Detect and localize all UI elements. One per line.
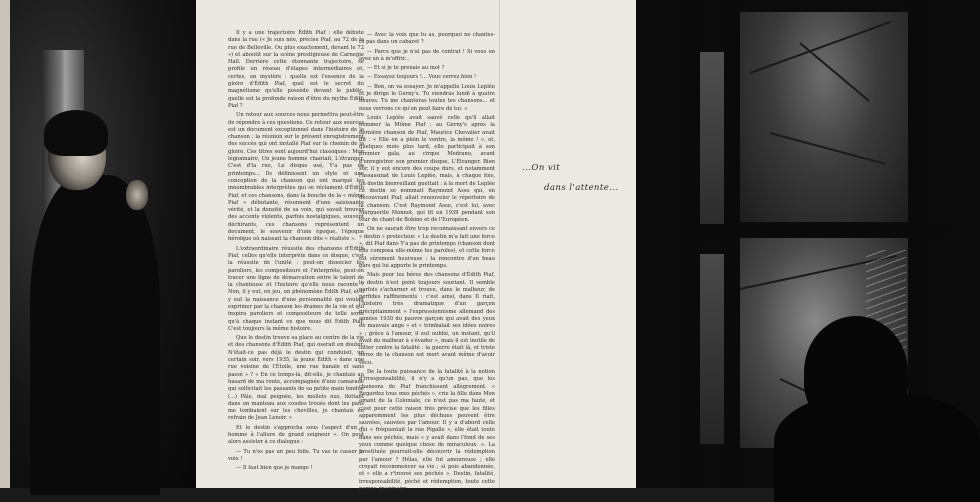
paragraph: — Avec la voix que tu as, pourquoi ne chantes-tu pas dans un cabaret ? (359, 32, 495, 46)
paragraph: — Tu n'es pas un peu folle. Tu vas te casser la voix ! (228, 448, 364, 462)
caption-page (500, 0, 636, 488)
singer-silhouette (30, 175, 160, 495)
window-night-photo (636, 0, 980, 488)
singer-portrait-photo (0, 0, 196, 488)
window-frame (686, 224, 946, 238)
paragraph: Un retour aux sources nous permettra peut-être de répondre à ces questions. Ce retour aux sources est un document exceptionnel dans l'histoire de la chanson : la réunion sur le présent enregistrement des succès qui ont installé Piaf sur le chemin de la gloire. Ces titres sont aujourd'hui classiques : Mon légionnaire, Un jeune homme chantait, L'étranger, C'est d'la rue, Le disque usé, Y'a pas de printemps... Ils définissent un style et une conception de la chanson qui ont marqué les innombrables interprètes qui se réclament d'Édith Piaf, et ces chansons, dans la bouche de la « môme Piaf » débutante, résonnent d'une saisissante vérité, et la densité de sa voix, qui savait trouver des accents violents, parfois nostalgiques, souvent déchirants, ces chansons représentent un document, le souvenir d'une époque, l'époque héroïque où naissait la chanson dite « réaliste ». (228, 112, 364, 243)
tree-branch (750, 21, 892, 74)
text-page (196, 0, 500, 492)
paragraph: Mais pour les héros des chansons d'Édith Piaf, le destin n'est point toujours souriant. Il semble parfois s'acharner et trouve, dans le malheur, de perfides raffinements : c'est ainsi, dans Il riait, l'histoire très dramatique d'un garçon précipitamment « l'expressionnisme allemand des années 1930 du pauvre garçon qui avait des yeux de mauvais ange » et « trimbalait ses idées noires » ; grâce à l'amour, il eut oublié, un instant, qu'il avait du malheur à s'évader », mais il est inutile de lutter contre la fatalité : la guerre était là, et triste héros de la chanson est mort avant même d'avoir vécu. (359, 272, 495, 366)
paragraph: Louis Leplée avait sauvé celle qu'il allait nommer la Môme Piaf ; au Gerny's après la dernière chanson de Piaf, Maurice Chevalier avait dit : « Elle en a plein le ventre, la môme ! », et, quelques mois plus tard, elle participait à son premier gala, au cirque Medrano, avant d'enregistrer son premier disque, L'Étranger. Bien sûr, il y eut encore des coups durs, et notamment l'assassinat de Louis Leplée, mais, à chaque fois, un destin bienveillant guettait : à la mort de Leplée ce destin se nommait Raymond Asso qui, en découvrant Piaf, allait renouveler le répertoire de la chanson. C'est Raymond Asso, c'est lui, avec Marguerite Monnot, qui fit en 1939 pendant son tour de chant de Bobino et de l'Européen. (359, 114, 495, 224)
text-column-left (228, 30, 364, 475)
paragraph: Il y a une trajectoire Édith Piaf : elle débute dans la rue (« Je suis née, précise Piaf, au 72 de la rue de Belleville. Ou plus exactement, devant le 72 ») et aboutit sur la scène prestigieuse de Carnegie Hall. Derrière cette étonnante trajectoire, se profile un réseau d'étapes intermédiaires et, certes, un mystère : quelle est l'essence de la gloire d'Édith Piaf, quel est le secret du magnétisme qu'elle possède devant le public, quelle est la profonde raison d'être du mythe Édith Piaf ? (228, 30, 364, 109)
paragraph: L'extraordinaire réussite des chansons d'Édith Piaf, celles qu'elle interprète dans ce disque, c'est la réussite de l'unité : peut-on dissocier les paroliers, les compositeurs et l'interprète, peut-on tracer une ligne de démarcation entre le talent de la chanteuse et l'histoire qu'elle nous raconte ? Non, il y eut, en jeu, un phénomène Édith Piaf, et il y eut la naissance d'une personnalité qui voulait exprimer par la chanson les drames de la vie et qui inspira paroliers et compositeurs de telle sorte qu'à chaque instant ce que nous dit Édith Piaf, C'est toujours la même histoire. (228, 245, 364, 332)
text-column-right (359, 32, 495, 495)
paragraph: — Et si je te prenais au mot ? (367, 65, 445, 72)
window-frame (686, 0, 700, 488)
window-pane (698, 254, 724, 444)
paragraph: Et le destin s'approcha sous l'aspect d'un « homme à l'allure de grand seigneur ». On peut alors assister à ce dialogue : (228, 424, 364, 446)
woman-silhouette-head (804, 316, 908, 428)
paragraph: De la toute puissance de la fatalité à la notion d'irresponsabilité, il n'y a qu'un pas, que les chansons de Piaf franchissent allègrement. « Regardez tous mes péchés », crie la fille dans Mon amant de la Coloniale, ce n'est pas ma faute, et c'est pour cette raison très précise que les filles apparemment les plus déchues peuvent être sauvées, sauvées par l'amour. Il y a d'abord celle qui « fréquentait la rue Pigalle », elle était toute dans ses péchés, mais « y avait dans l'fond de ses yeux comme quelque chose de miraculeux. ». La prostituée pourrait-elle découvrir la rédemption par l'amour ? Hélas, elle fut amoureuse ; elle croyait recommencer sa vie ; si pois abandonnée, et « elle a r'trouvé ses péchés ». Destin, fatalité, irresponsabilité, péché et rédemption, toute cette pompe imaginaire (359, 369, 495, 492)
page-edge (0, 0, 10, 488)
window-frame (726, 0, 740, 488)
paragraph: — Parce que je n'ai pas de contrat ! Si vous en avez un à m'offrir... (359, 48, 495, 62)
singer-hand (126, 180, 148, 210)
paragraph: On ne saurait être trop reconnaissant envers ce « destin » protecteur. « Le destin m'a fait une force », dit Piaf dans Y'a pas de printemps (chanson dont elle composa elle-même les paroles), et cette force est sûrement heureuse : la rencontre d'un beau gars qui lui apporte le printemps. (359, 226, 495, 269)
singer-hair (44, 110, 108, 156)
caption-line: dans l'attente... (544, 183, 619, 193)
paragraph: — Bon, on va essayer. Je m'appelle Louis Leplée et je dirige le Gerny's. Tu viendras lundi à quatre heures. Tu me chanteras toutes tes chansons... et nous verrons ce qu'on peut faire de toi. » (359, 83, 495, 112)
window-pane (740, 12, 908, 222)
caption-line: ...On vit (522, 163, 561, 173)
paragraph: — Il faut bien que je mange ! (236, 465, 313, 472)
tree-branch (770, 132, 886, 165)
paragraph: Que le destin trouve sa place au centre de la vie et des chansons d'Édith Piaf, qui oserait en douter. N'était-ce pas déjà le destin qui conduisit, un certain soir, vers 1935, la jeune Édith « dans une rue voisine de l'Étoile, une rue banale et sans passé » ? « En ce temps-là, dit-elle, je chantais au hasard de ma route, accompagnée d'une camarade qui sollicitait les passants de sa petite main tendue (...) Pâle, mal peignée, les mollets nus, flottant dans un manteau aux coudes troués dont les pans me tombaient sur les chevilles, je chantais en refrain de Jean Lenoir. » (228, 335, 364, 422)
tree-branch (799, 42, 869, 101)
window-pane (698, 52, 724, 232)
paragraph: — Essayez toujours !... Vous verrez bien ! (367, 74, 477, 81)
photo-caption (522, 158, 634, 198)
